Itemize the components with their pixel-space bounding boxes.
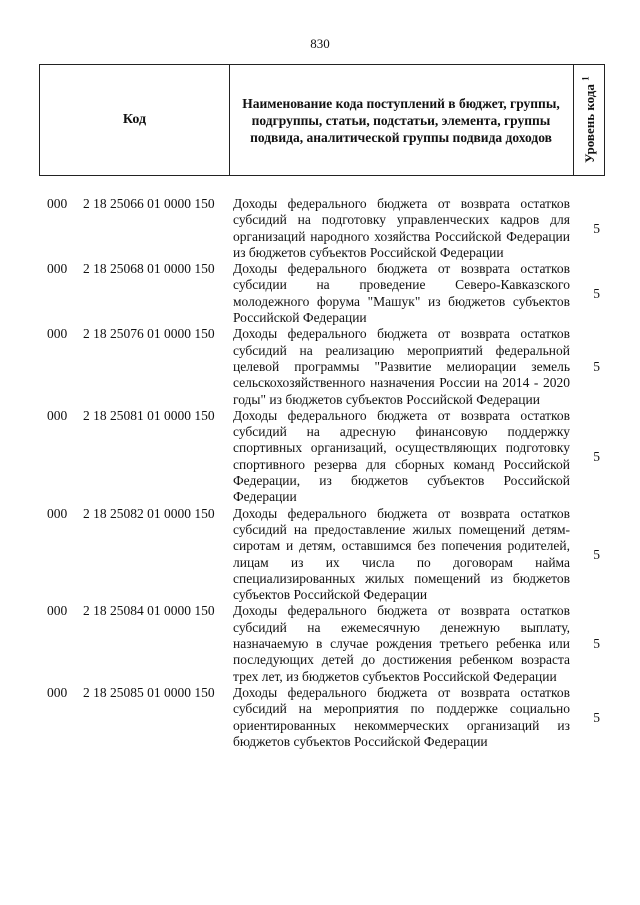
admin-code: 000 xyxy=(47,505,68,521)
table-row xyxy=(0,196,640,261)
income-code: 2 18 25085 01 0000 150 xyxy=(83,684,215,700)
page-number: 830 xyxy=(310,36,330,51)
code-level: 5 xyxy=(593,285,600,301)
income-code: 2 18 25066 01 0000 150 xyxy=(83,196,215,211)
income-description: Доходы федерального бюджета от возврата остатков субсидии на проведение Северо-Кавказского молодежного форума "Машук" из бюджетов субъектов Российской Федерации xyxy=(233,261,570,326)
table-row xyxy=(0,261,640,326)
table-row xyxy=(0,506,640,604)
income-code: 2 18 25081 01 0000 150 xyxy=(83,407,215,423)
income-code: 2 18 25082 01 0000 150 xyxy=(83,505,215,521)
table-row xyxy=(0,408,640,506)
header-code-cell xyxy=(40,65,229,175)
header-level-cell xyxy=(574,65,604,175)
header-name-label: Наименование кода поступлений в бюджет, группы, подгруппы, статьи, подстатьи, элемента, группы подвида, аналитической группы подвида доходов xyxy=(242,95,560,145)
income-description: Доходы федерального бюджета от возврата остатков субсидий на подготовку управленческих кадров для организаций народного хозяйства Российской Федерации из бюджетов субъектов Российской Федерации xyxy=(233,196,570,260)
code-level: 5 xyxy=(593,220,600,236)
code-level: 5 xyxy=(593,448,600,464)
income-description: Доходы федерального бюджета от возврата остатков субсидий на адресную финансовую поддержку спортивных организаций, осуществляющих подготовку спортивного резерва для сборных команд Российской Федерации, из бюджетов субъектов Российской Федерации xyxy=(233,407,570,505)
code-level: 5 xyxy=(593,359,600,375)
header-level-label: Уровень кода xyxy=(581,84,597,164)
admin-code: 000 xyxy=(47,196,68,211)
table-row xyxy=(0,326,640,407)
header-name-cell xyxy=(230,65,572,175)
income-description: Доходы федерального бюджета от возврата остатков субсидий на мероприятия по поддержке социально ориентированных некоммерческих организаций из бюджетов субъектов Российской Федерации xyxy=(233,684,570,749)
table-header xyxy=(39,64,605,176)
admin-code: 000 xyxy=(47,407,68,423)
code-level: 5 xyxy=(593,546,600,562)
admin-code: 000 xyxy=(47,326,68,342)
income-description: Доходы федерального бюджета от возврата остатков субсидий на предоставление жилых помещений детям-сиротам и детям, оставшимся без попечения родителей, лицам из их числа по договорам найма специализированных жилых помещений из бюджетов субъектов Российской Федерации xyxy=(233,505,570,603)
admin-code: 000 xyxy=(47,603,68,619)
code-level: 5 xyxy=(593,709,600,725)
income-code: 2 18 25076 01 0000 150 xyxy=(83,326,215,342)
admin-code: 000 xyxy=(47,261,68,277)
income-code: 2 18 25068 01 0000 150 xyxy=(83,261,215,277)
table-body xyxy=(0,196,640,750)
income-description: Доходы федерального бюджета от возврата остатков субсидий на реализацию мероприятий федеральной целевой программы "Развитие мелиорации земель сельскохозяйственного назначения России на 2014 - 2020 годы" из бюджетов субъектов Российской Федерации xyxy=(233,326,570,407)
header-level-footnote: 1 xyxy=(580,76,591,82)
admin-code: 000 xyxy=(47,684,68,700)
code-level: 5 xyxy=(593,636,600,652)
table-row xyxy=(0,603,640,684)
table-row xyxy=(0,685,640,750)
income-code: 2 18 25084 01 0000 150 xyxy=(83,603,215,619)
header-level-label-wrap xyxy=(580,77,597,164)
header-code-label: Код xyxy=(122,112,147,127)
income-description: Доходы федерального бюджета от возврата остатков субсидий на ежемесячную денежную выплату, назначаемую в случае рождения третьего ребенка или последующих детей до достижения ребенком возраста трех лет, из бюджетов субъектов Российской Федерации xyxy=(233,603,570,684)
